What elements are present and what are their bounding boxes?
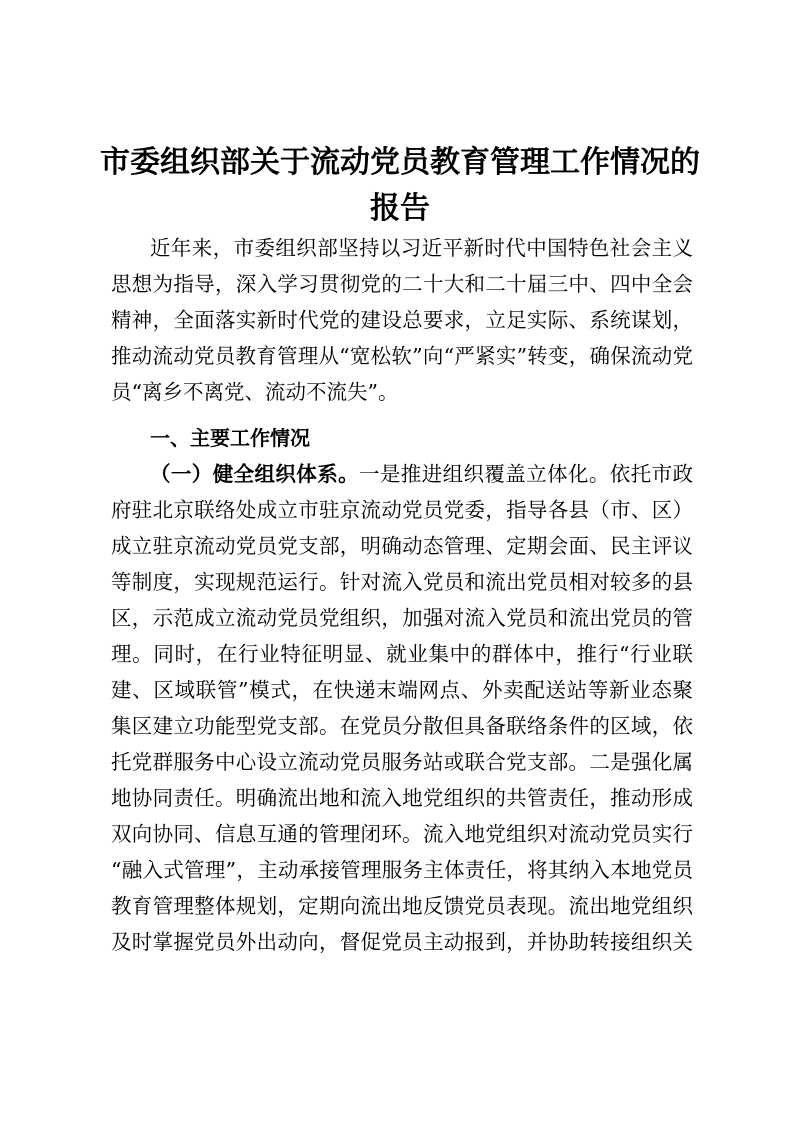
body-line: “融入式管理”，主动承接管理服务主体责任，将其纳入本地党员: [111, 858, 693, 882]
subsection-label: （一）健全组织体系。: [150, 462, 359, 486]
body-line: 等制度，实现规范运行。针对流入党员和流出党员相对较多的县: [111, 570, 693, 594]
body-line: 府驻北京联络处成立市驻京流动党员党委，指导各县（市、区）: [111, 498, 693, 522]
intro-line: 近年来，市委组织部坚持以习近平新时代中国特色社会主义: [150, 236, 693, 260]
body-line: 托党群服务中心设立流动党员服务站或联合党支部。二是强化属: [111, 750, 693, 774]
body-line: 及时掌握党员外出动向，督促党员主动报到，并协助转接组织关: [111, 930, 693, 954]
subsection-first-text: 一是推进组织覆盖立体化。依托市政: [359, 462, 693, 486]
document-title-line-1: 市委组织部关于流动党员教育管理工作情况的: [100, 145, 700, 180]
body-line: 集区建立功能型党支部。在党员分散但具备联络条件的区域，依: [111, 714, 693, 738]
intro-line: 思想为指导，深入学习贯彻党的二十大和二十届三中、四中全会: [111, 272, 693, 296]
body-line: 双向协同、信息互通的管理闭环。流入地党组织对流动党员实行: [111, 822, 693, 846]
body-line: 教育管理整体规划，定期向流出地反馈党员表现。流出地党组织: [111, 894, 693, 918]
body-line: 成立驻京流动党员党支部，明确动态管理、定期会面、民主评议: [111, 534, 693, 558]
body-line: 理。同时，在行业特征明显、就业集中的群体中，推行“行业联: [111, 642, 693, 666]
body-line: 区，示范成立流动党员党组织，加强对流入党员和流出党员的管: [111, 606, 693, 630]
body-line: 地协同责任。明确流出地和流入地党组织的共管责任，推动形成: [111, 786, 693, 810]
intro-line: 推动流动党员教育管理从“宽松软”向“严紧实”转变，确保流动党: [111, 344, 693, 368]
intro-line: 精神，全面落实新时代党的建设总要求，立足实际、系统谋划，: [111, 308, 693, 332]
intro-line: 员“离乡不离党、流动不流失”。: [111, 380, 399, 404]
document-title-line-2: 报告: [370, 191, 430, 226]
body-line: 建、区域联管”模式，在快递末端网点、外卖配送站等新业态聚: [111, 678, 693, 702]
section-heading: 一、主要工作情况: [150, 426, 310, 450]
subsection-first-line: [150, 456, 693, 492]
